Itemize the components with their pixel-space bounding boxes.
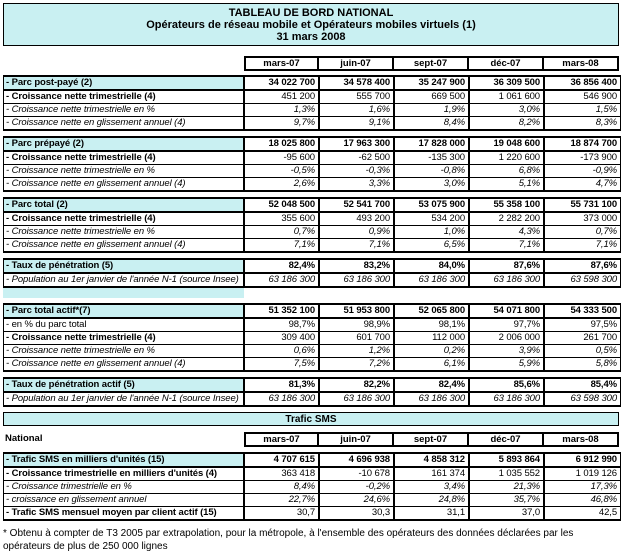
value-cell: 55 358 100 <box>470 199 545 211</box>
column-header-cell: mars-08 <box>544 56 619 71</box>
value-cell: -10 678 <box>320 468 395 480</box>
value-cell: 373 000 <box>583 213 617 224</box>
row-label: - Population au 1er janvier de l'année N-1 (source Insee) <box>4 274 245 286</box>
value-cell: 2 006 000 <box>470 332 545 344</box>
value-cell: 669 500 <box>395 91 470 103</box>
value-cell: 6 912 990 <box>575 454 617 465</box>
value-cell: 21,3% <box>470 481 545 493</box>
table-row <box>4 272 620 286</box>
table-row <box>4 138 620 150</box>
row-label: - Population au 1er janvier de l'année N-1 (source Insee) <box>4 393 245 405</box>
table-row <box>4 493 620 506</box>
value-cell: 451 200 <box>245 91 320 103</box>
table-row <box>4 379 620 391</box>
value-cell: 1 061 600 <box>470 91 545 103</box>
sms-column-header-cell: juin-07 <box>319 432 394 447</box>
value-cell: 6,8% <box>470 165 545 177</box>
value-cell: 31,1 <box>395 507 470 519</box>
value-cell: 534 200 <box>395 213 470 225</box>
value-cell: 1,9% <box>395 104 470 116</box>
value-cell: 1,3% <box>245 104 320 116</box>
value-cell: 4,3% <box>470 226 545 238</box>
value-cell: 161 374 <box>395 468 470 480</box>
sms-column-header-cell: mars-07 <box>244 432 319 447</box>
value-cell: 24,6% <box>320 494 395 506</box>
value-cell: 1,2% <box>320 345 395 357</box>
value-cell: 2 282 200 <box>470 213 545 225</box>
value-cell: 6,1% <box>395 358 470 370</box>
value-cell: 601 700 <box>320 332 395 344</box>
value-cell: 4 707 615 <box>245 454 320 466</box>
value-cell: 63 186 300 <box>245 393 320 405</box>
value-cell: 355 600 <box>245 213 320 225</box>
value-cell: 54 071 800 <box>470 305 545 317</box>
value-cell: 363 418 <box>245 468 320 480</box>
value-cell: 7,2% <box>320 358 395 370</box>
value-cell: 1 019 126 <box>575 468 617 479</box>
value-cell: 493 200 <box>320 213 395 225</box>
value-cell: 1,6% <box>320 104 395 116</box>
value-cell: -62 500 <box>320 152 395 164</box>
value-cell: 0,7% <box>595 226 617 237</box>
table-row <box>4 317 620 331</box>
value-cell: 30,3 <box>320 507 395 519</box>
value-cell: 87,6% <box>590 260 617 271</box>
value-cell: 63 186 300 <box>245 274 320 286</box>
value-cell: 1 220 600 <box>470 152 545 164</box>
column-header-cell: juin-07 <box>319 56 394 71</box>
value-cell: -135 300 <box>395 152 470 164</box>
value-cell: 0,6% <box>245 345 320 357</box>
data-section <box>3 75 621 131</box>
value-cell: 84,0% <box>395 260 470 272</box>
value-cell: 22,7% <box>245 494 320 506</box>
data-section <box>3 377 621 407</box>
value-cell: 83,2% <box>320 260 395 272</box>
value-cell: 52 065 800 <box>395 305 470 317</box>
value-cell: 1 035 552 <box>470 468 545 480</box>
value-cell: 17 828 000 <box>395 138 470 150</box>
value-cell: 7,1% <box>320 239 395 251</box>
value-cell: 7,1% <box>245 239 320 251</box>
value-cell: 63 186 300 <box>320 393 395 405</box>
title-block <box>3 3 619 46</box>
value-cell: 85,4% <box>590 379 617 390</box>
table-row <box>4 466 620 480</box>
row-label: - croissance en glissement annuel <box>4 494 245 506</box>
value-cell: 35 247 900 <box>395 77 470 89</box>
value-cell: 30,7 <box>245 507 320 519</box>
table-row <box>4 199 620 211</box>
value-cell: 97,5% <box>590 319 617 330</box>
value-cell: 24,8% <box>395 494 470 506</box>
value-cell: 97,7% <box>470 319 545 331</box>
sms-column-header-cell: mars-08 <box>544 432 619 447</box>
value-cell: 309 400 <box>245 332 320 344</box>
value-cell: -0,8% <box>395 165 470 177</box>
sms-table <box>3 452 621 521</box>
value-cell: 546 900 <box>583 91 617 102</box>
value-cell: 37,0 <box>470 507 545 519</box>
row-label: - Parc prépayé (2) <box>4 138 245 150</box>
value-cell: 34 022 700 <box>245 77 320 89</box>
value-cell: 36 309 500 <box>470 77 545 89</box>
footnote: * Obtenu à compter de T3 2005 par extrapolation, pour la métropole, à l'ensemble des opérateurs des données déclarées par les opérateurs de plus de 250 000 lignes <box>3 528 574 552</box>
value-cell: 4 696 938 <box>320 454 395 466</box>
table-row <box>4 344 620 357</box>
row-label: - Croissance nette trimestrielle en % <box>4 345 245 357</box>
row-label: - Parc total (2) <box>4 199 245 211</box>
title-line-3: 31 mars 2008 <box>276 31 346 43</box>
value-cell: 63 186 300 <box>395 393 470 405</box>
row-label: - en % du parc total <box>4 319 245 331</box>
value-cell: -0,2% <box>320 481 395 493</box>
value-cell: 36 856 400 <box>570 77 617 88</box>
table-row <box>4 260 620 272</box>
table-row <box>4 177 620 190</box>
sections-container <box>3 75 620 407</box>
row-label: - Taux de pénétration (5) <box>4 260 245 272</box>
value-cell: -0,5% <box>245 165 320 177</box>
value-cell: 42,5 <box>598 507 617 518</box>
table-row <box>4 238 620 251</box>
row-label: - Croissance nette trimestrielle (4) <box>4 332 245 344</box>
value-cell: 3,0% <box>470 104 545 116</box>
table-row <box>4 116 620 129</box>
cyan-strip <box>3 288 244 298</box>
value-cell: 5,9% <box>470 358 545 370</box>
table-row <box>4 480 620 493</box>
table-row <box>4 506 620 519</box>
sms-national-row <box>3 432 620 447</box>
value-cell: 9,7% <box>245 117 320 129</box>
value-cell: 7,1% <box>595 239 617 250</box>
row-label: - Croissance nette en glissement annuel (4) <box>4 178 245 190</box>
value-cell: 7,5% <box>245 358 320 370</box>
row-label: - Trafic SMS en milliers d'unités (15) <box>4 454 245 466</box>
national-label: National <box>5 433 43 444</box>
value-cell: 98,1% <box>395 319 470 331</box>
row-label: - Croissance trimestrielle en milliers d'unités (4) <box>4 468 245 480</box>
value-cell: 0,7% <box>245 226 320 238</box>
value-cell: 0,5% <box>595 345 617 356</box>
data-section <box>3 136 621 192</box>
value-cell: 51 953 800 <box>320 305 395 317</box>
value-cell: 52 541 700 <box>320 199 395 211</box>
row-label: - Croissance nette trimestrielle en % <box>4 165 245 177</box>
dashboard-page <box>3 3 620 553</box>
row-label: - Croissance nette trimestrielle (4) <box>4 152 245 164</box>
row-label: - Parc total actif*(7) <box>4 305 245 317</box>
value-cell: 18 025 800 <box>245 138 320 150</box>
value-cell: 4 858 312 <box>395 454 470 466</box>
value-cell: 82,4% <box>245 260 320 272</box>
value-cell: 3,9% <box>470 345 545 357</box>
value-cell: 17 963 300 <box>320 138 395 150</box>
table-row <box>4 164 620 177</box>
table-row <box>4 77 620 89</box>
data-section <box>3 258 621 288</box>
value-cell: 55 731 100 <box>570 199 617 210</box>
value-cell: 9,1% <box>320 117 395 129</box>
value-cell: 35,7% <box>470 494 545 506</box>
value-cell: 63 598 300 <box>570 274 617 285</box>
sms-band: Trafic SMS <box>3 412 619 426</box>
value-cell: 98,9% <box>320 319 395 331</box>
value-cell: 54 333 500 <box>570 305 617 316</box>
value-cell: 18 874 700 <box>570 138 617 149</box>
column-header-row <box>3 56 620 71</box>
column-header-spacer <box>3 56 244 71</box>
value-cell: 3,0% <box>395 178 470 190</box>
value-cell: 63 186 300 <box>470 393 545 405</box>
value-cell: 0,2% <box>395 345 470 357</box>
value-cell: 53 075 900 <box>395 199 470 211</box>
row-label: - Croissance nette trimestrielle (4) <box>4 213 245 225</box>
value-cell: 98,7% <box>245 319 320 331</box>
value-cell: 19 048 600 <box>470 138 545 150</box>
table-row <box>4 150 620 164</box>
title-line-2: Opérateurs de réseau mobile et Opérateurs mobiles virtuels (1) <box>146 19 476 31</box>
row-label: - Croissance nette trimestrielle (4) <box>4 91 245 103</box>
value-cell: 1,0% <box>395 226 470 238</box>
table-row <box>4 225 620 238</box>
value-cell: 8,4% <box>245 481 320 493</box>
row-label: - Croissance nette trimestrielle en % <box>4 104 245 116</box>
data-section <box>3 303 621 372</box>
value-cell: 63 598 300 <box>570 393 617 404</box>
value-cell: 112 000 <box>395 332 470 344</box>
value-cell: 82,4% <box>395 379 470 391</box>
row-label: - Croissance trimestrielle en % <box>4 481 245 493</box>
title-line-1: TABLEAU DE BORD NATIONAL <box>228 7 394 19</box>
value-cell: 81,3% <box>245 379 320 391</box>
value-cell: 17,3% <box>590 481 617 492</box>
value-cell: 555 700 <box>320 91 395 103</box>
value-cell: 63 186 300 <box>470 274 545 286</box>
row-label: - Croissance nette en glissement annuel (4) <box>4 117 245 129</box>
value-cell: 8,2% <box>470 117 545 129</box>
row-label: - Croissance nette en glissement annuel (4) <box>4 358 245 370</box>
value-cell: 8,3% <box>595 117 617 128</box>
table-row <box>4 89 620 103</box>
value-cell: 261 700 <box>583 332 617 343</box>
value-cell: 3,4% <box>395 481 470 493</box>
data-section <box>3 197 621 253</box>
value-cell: 51 352 100 <box>245 305 320 317</box>
table-row <box>4 454 620 466</box>
value-cell: -173 900 <box>580 152 617 163</box>
value-cell: 82,2% <box>320 379 395 391</box>
value-cell: 4,7% <box>595 178 617 189</box>
row-label: - Croissance nette en glissement annuel (4) <box>4 239 245 251</box>
value-cell: 63 186 300 <box>395 274 470 286</box>
value-cell: 6,5% <box>395 239 470 251</box>
table-row <box>4 305 620 317</box>
column-header-cell: mars-07 <box>244 56 319 71</box>
value-cell: 2,6% <box>245 178 320 190</box>
value-cell: -95 600 <box>245 152 320 164</box>
value-cell: -0,3% <box>320 165 395 177</box>
value-cell: 3,3% <box>320 178 395 190</box>
value-cell: 46,8% <box>590 494 617 505</box>
value-cell: 5 893 864 <box>470 454 545 466</box>
table-row <box>4 211 620 225</box>
column-header-cell: déc-07 <box>469 56 544 71</box>
table-row <box>4 357 620 370</box>
value-cell: 8,4% <box>395 117 470 129</box>
value-cell: 34 578 400 <box>320 77 395 89</box>
row-label: - Croissance nette trimestrielle en % <box>4 226 245 238</box>
column-header-cell: sept-07 <box>394 56 469 71</box>
value-cell: 7,1% <box>470 239 545 251</box>
row-label: - Taux de pénétration actif (5) <box>4 379 245 391</box>
value-cell: 0,9% <box>320 226 395 238</box>
value-cell: 85,6% <box>470 379 545 391</box>
table-row <box>4 331 620 344</box>
row-label: - Parc post-payé (2) <box>4 77 245 89</box>
value-cell: 52 048 500 <box>245 199 320 211</box>
value-cell: 5,8% <box>595 358 617 369</box>
value-cell: 63 186 300 <box>320 274 395 286</box>
value-cell: 87,6% <box>470 260 545 272</box>
value-cell: 1,5% <box>595 104 617 115</box>
value-cell: 5,1% <box>470 178 545 190</box>
table-row <box>4 391 620 405</box>
value-cell: -0,9% <box>592 165 617 176</box>
sms-column-header-cell: déc-07 <box>469 432 544 447</box>
row-label: - Trafic SMS mensuel moyen par client actif (15) <box>4 507 245 519</box>
sms-column-header-cell: sept-07 <box>394 432 469 447</box>
table-row <box>4 103 620 116</box>
